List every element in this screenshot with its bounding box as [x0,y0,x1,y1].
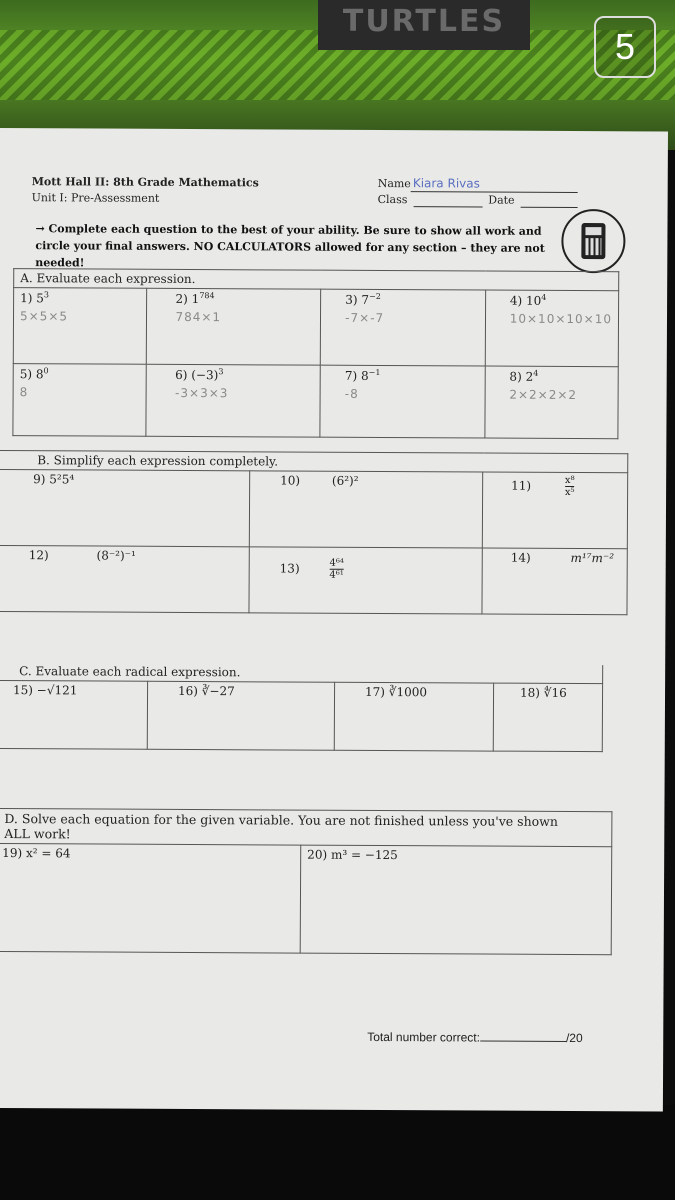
handwritten-work: 784×1 [175,309,222,325]
class-blank [413,192,482,207]
problem-15: 15) −√121 [0,680,148,749]
total-label: Total number correct: [367,1029,480,1045]
story-counter-badge[interactable]: 5 [594,16,656,78]
problem-19: 19) x² = 64 [0,843,301,953]
total-out-of: /20 [565,1030,583,1046]
backpack-label: TURTLES [318,0,530,50]
problem-4: 4) $10^4$ 10×10×10×10 [485,290,619,367]
student-info [378,176,578,208]
unit-line: Unit I: Pre-Assessment [31,191,160,205]
section-b-title: B. Simplify each expression completely. [0,450,628,472]
name-label: Name [377,176,411,191]
section-b-table [0,450,628,615]
problem-7: 7) $8^{-1}$ -8 [320,365,485,438]
problem-14: 14) m¹⁷m⁻² [482,548,627,615]
problem-8: 8) $2^4$ 2×2×2×2 [485,366,619,439]
problem-5: 5) $8^0$ 8 [13,364,147,437]
section-d-title: D. Solve each equation for the given variable. You are not finished unless you've shown ALL work! [0,808,612,846]
handwritten-work: 8 [19,385,29,400]
problem-2: 2) $1^{784}$ 784×1 [147,288,321,365]
problem-16: 16) ∛−27 [147,681,334,750]
table-surface [0,1105,675,1200]
problem-9: 9) 5²5⁴ [0,469,250,546]
class-label: Class [377,192,408,207]
handwritten-work: -3×3×3 [175,385,229,401]
no-calculator-badge [561,209,625,273]
calculator-icon [581,223,605,259]
school-line: Mott Hall II: 8th Grade Mathematics [31,175,259,190]
section-c-title: C. Evaluate each radical expression. [0,662,603,684]
total-blank [480,1041,566,1042]
problem-3: 3) $7^{-2}$ -7×-7 [320,289,485,366]
section-a-title: A. Evaluate each expression. [14,269,619,291]
handwritten-work: 10×10×10×10 [509,311,613,327]
instructions-text: → Complete each question to the best of your ability. Be sure to show all work and circle your final answers. NO CALCULATORS allowed for any section – they are not needed! [35,222,545,270]
date-label: Date [488,193,515,207]
problem-18: 18) ∜16 [493,683,602,752]
problem-6: 6) $(-3)^3$ -3×3×3 [146,364,320,437]
handwritten-work: -8 [344,386,359,401]
problem-12: 12) (8⁻²)⁻¹ [0,545,249,612]
total-correct [367,1030,582,1045]
worksheet-paper [0,128,668,1111]
section-c-table [0,662,603,752]
problem-20: 20) m³ = −125 [300,845,612,955]
problem-13: 13) $\frac{\text{4⁶⁴}}{\text{4⁶¹}}$ [249,547,482,614]
handwritten-work: -7×-7 [345,310,385,326]
worksheet-header [32,174,259,207]
backpack-background [0,0,675,150]
problem-11: 11) $\frac{\text{x⁸}}{\text{x⁵}}$ [482,472,627,549]
handwritten-work: 5×5×5 [19,309,69,324]
problem-1: 1) $5^3$ 5×5×5 [13,288,147,365]
handwritten-work: 2×2×2×2 [509,387,578,403]
section-a-table [12,268,619,439]
section-d-table [0,808,612,955]
problem-17: 17) ∛1000 [334,682,493,751]
problem-10: 10) (6²)² [249,471,482,548]
date-blank [521,193,578,208]
student-name-value: Kiara Rivas [411,176,578,193]
